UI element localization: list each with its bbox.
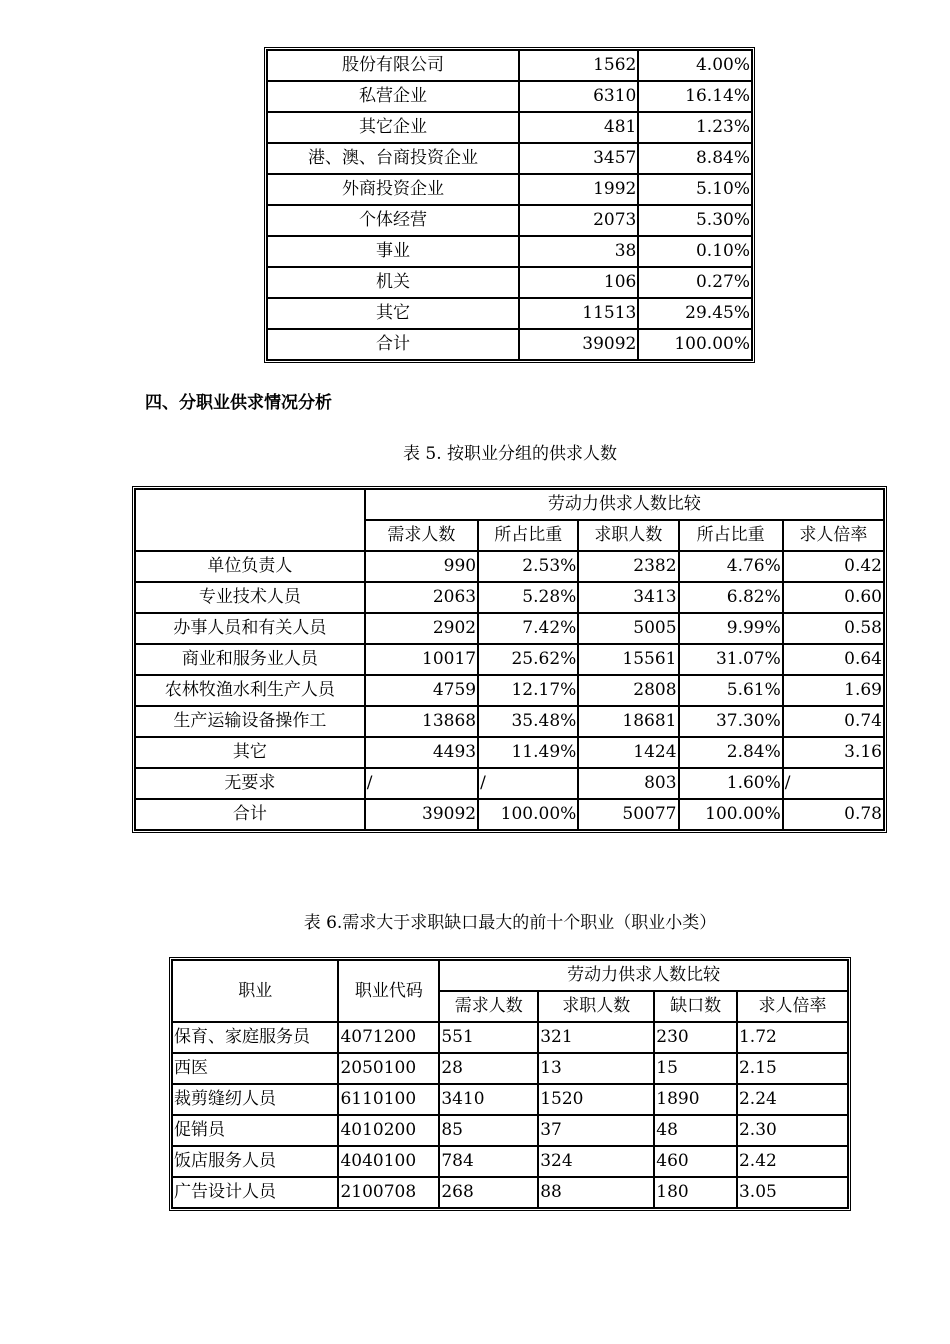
table5-row [135,675,884,706]
occupation-code-cell: 4071200 [338,1022,439,1053]
demand-cell: 990 [365,551,478,582]
occupation-name-cell: 无要求 [135,768,365,799]
ownership-count-cell: 1562 [519,50,638,81]
ownership-pct-cell: 0.10% [638,236,752,267]
ownership-type-cell: 合计 [267,329,519,360]
table6-col-seekers: 求职人数 [538,991,654,1022]
demand-cell: 268 [439,1177,538,1208]
ownership-type-cell: 其它企业 [267,112,519,143]
ownership-pct-cell: 0.27% [638,267,752,298]
table5-header-row-1 [135,489,884,520]
ownership-type-cell: 股份有限公司 [267,50,519,81]
demand-pct-cell: 25.62% [478,644,578,675]
demand-cell: 4759 [365,675,478,706]
table6-col-gap: 缺口数 [654,991,737,1022]
table6-header-row-1 [172,960,848,991]
demand-pct-cell: / [478,768,578,799]
seekers-pct-cell: 31.07% [679,644,783,675]
demand-cell: 10017 [365,644,478,675]
ratio-cell: 2.24 [737,1084,848,1115]
table5-row [135,644,884,675]
table5-row [135,737,884,768]
ownership-type-cell: 其它 [267,298,519,329]
table5-col-demand: 需求人数 [365,520,478,551]
occupation-name-cell: 促销员 [172,1115,338,1146]
table6-col-demand: 需求人数 [439,991,538,1022]
seekers-pct-cell: 1.60% [679,768,783,799]
ratio-cell: 0.42 [783,551,884,582]
demand-cell: 13868 [365,706,478,737]
table5-body [135,551,884,830]
seekers-cell: 18681 [578,706,678,737]
gap-cell: 15 [654,1053,737,1084]
table6-group-header: 劳动力供求人数比较 [439,960,848,991]
table6-row [172,1022,848,1053]
occupation-name-cell: 裁剪缝纫人员 [172,1084,338,1115]
ownership-count-cell: 6310 [519,81,638,112]
ownership-type-cell: 事业 [267,236,519,267]
demand-cell: 3410 [439,1084,538,1115]
demand-cell: 784 [439,1146,538,1177]
ownership-pct-cell: 16.14% [638,81,752,112]
table6-row [172,1084,848,1115]
ownership-table-row [267,112,752,143]
ownership-pct-cell: 5.30% [638,205,752,236]
demand-pct-cell: 11.49% [478,737,578,768]
table5-caption: 表 5. 按职业分组的供求人数 [402,444,618,464]
ratio-cell: 3.16 [783,737,884,768]
seekers-cell: 803 [578,768,678,799]
table5-col-demand-pct: 所占比重 [478,520,578,551]
ownership-pct-cell: 1.23% [638,112,752,143]
demand-cell: 85 [439,1115,538,1146]
ratio-cell: 2.15 [737,1053,848,1084]
table6-caption: 表 6.需求大于求职缺口最大的前十个职业（职业小类） [303,913,717,933]
ownership-pct-cell: 5.10% [638,174,752,205]
occupation-name-cell: 生产运输设备操作工 [135,706,365,737]
occupation-name-cell: 商业和服务业人员 [135,644,365,675]
demand-cell: 28 [439,1053,538,1084]
table5-col-seekers: 求职人数 [578,520,678,551]
demand-pct-cell: 5.28% [478,582,578,613]
demand-cell: 551 [439,1022,538,1053]
table6-row [172,1146,848,1177]
seekers-cell: 1520 [538,1084,654,1115]
table5-blank-corner [135,489,365,551]
ownership-table-row [267,298,752,329]
seekers-pct-cell: 2.84% [679,737,783,768]
ratio-cell: 3.05 [737,1177,848,1208]
ownership-count-cell: 39092 [519,329,638,360]
table5-col-seekers-pct: 所占比重 [679,520,783,551]
ownership-type-cell: 私营企业 [267,81,519,112]
occupation-name-cell: 西医 [172,1053,338,1084]
ratio-cell: 0.58 [783,613,884,644]
occupation-name-cell: 专业技术人员 [135,582,365,613]
seekers-pct-cell: 100.00% [679,799,783,830]
top-shortage-occupations-table [169,957,851,1211]
occupation-code-cell: 4040100 [338,1146,439,1177]
seekers-cell: 2382 [578,551,678,582]
occupation-name-cell: 农林牧渔水利生产人员 [135,675,365,706]
table6-col-code: 职业代码 [338,960,439,1022]
table5-row [135,582,884,613]
demand-cell: / [365,768,478,799]
gap-cell: 48 [654,1115,737,1146]
gap-cell: 1890 [654,1084,737,1115]
ownership-count-cell: 2073 [519,205,638,236]
seekers-pct-cell: 4.76% [679,551,783,582]
ownership-count-cell: 38 [519,236,638,267]
ownership-type-cell: 外商投资企业 [267,174,519,205]
seekers-pct-cell: 5.61% [679,675,783,706]
table5-col-ratio: 求人倍率 [783,520,884,551]
seekers-cell: 3413 [578,582,678,613]
ownership-table-row [267,143,752,174]
ratio-cell: 0.74 [783,706,884,737]
ownership-pct-cell: 29.45% [638,298,752,329]
ratio-cell: 0.60 [783,582,884,613]
occupation-name-cell: 单位负责人 [135,551,365,582]
seekers-cell: 1424 [578,737,678,768]
ownership-type-cell: 个体经营 [267,205,519,236]
gap-cell: 180 [654,1177,737,1208]
occupation-code-cell: 4010200 [338,1115,439,1146]
ownership-table-row [267,236,752,267]
ratio-cell: 0.78 [783,799,884,830]
ownership-pct-cell: 4.00% [638,50,752,81]
seekers-pct-cell: 6.82% [679,582,783,613]
occupation-name-cell: 合计 [135,799,365,830]
demand-pct-cell: 35.48% [478,706,578,737]
occupation-name-cell: 办事人员和有关人员 [135,613,365,644]
table5-row [135,768,884,799]
occupation-code-cell: 2100708 [338,1177,439,1208]
demand-pct-cell: 2.53% [478,551,578,582]
demand-cell: 2902 [365,613,478,644]
demand-pct-cell: 12.17% [478,675,578,706]
seekers-cell: 37 [538,1115,654,1146]
table6-col-ratio: 求人倍率 [737,991,848,1022]
table6-row [172,1115,848,1146]
ratio-cell: 0.64 [783,644,884,675]
section-heading: 四、分职业供求情况分析 [145,393,332,413]
ownership-table-row [267,329,752,360]
table5-row [135,551,884,582]
table6-col-occupation: 职业 [172,960,338,1022]
table5-row [135,799,884,830]
occupation-name-cell: 广告设计人员 [172,1177,338,1208]
ownership-count-cell: 106 [519,267,638,298]
demand-cell: 4493 [365,737,478,768]
occupation-name-cell: 饭店服务人员 [172,1146,338,1177]
seekers-pct-cell: 9.99% [679,613,783,644]
demand-pct-cell: 7.42% [478,613,578,644]
seekers-cell: 5005 [578,613,678,644]
ratio-cell: 1.69 [783,675,884,706]
demand-cell: 2063 [365,582,478,613]
seekers-pct-cell: 37.30% [679,706,783,737]
table6-row [172,1177,848,1208]
seekers-cell: 15561 [578,644,678,675]
ownership-type-cell: 机关 [267,267,519,298]
table6-row [172,1053,848,1084]
demand-pct-cell: 100.00% [478,799,578,830]
occupation-supply-demand-table [132,486,887,833]
demand-cell: 39092 [365,799,478,830]
ratio-cell: 1.72 [737,1022,848,1053]
ownership-count-cell: 481 [519,112,638,143]
ratio-cell: 2.30 [737,1115,848,1146]
ratio-cell: 2.42 [737,1146,848,1177]
ratio-cell: / [783,768,884,799]
seekers-cell: 88 [538,1177,654,1208]
ownership-table-body [267,50,752,360]
gap-cell: 230 [654,1022,737,1053]
ownership-table [264,47,755,363]
ownership-count-cell: 1992 [519,174,638,205]
occupation-code-cell: 2050100 [338,1053,439,1084]
table5-row [135,613,884,644]
ownership-table-row [267,81,752,112]
ownership-type-cell: 港、澳、台商投资企业 [267,143,519,174]
ownership-pct-cell: 100.00% [638,329,752,360]
ownership-count-cell: 3457 [519,143,638,174]
ownership-table-row [267,50,752,81]
ownership-pct-cell: 8.84% [638,143,752,174]
ownership-count-cell: 11513 [519,298,638,329]
table5-row [135,706,884,737]
ownership-table-row [267,174,752,205]
seekers-cell: 324 [538,1146,654,1177]
seekers-cell: 50077 [578,799,678,830]
ownership-table-row [267,267,752,298]
gap-cell: 460 [654,1146,737,1177]
seekers-cell: 13 [538,1053,654,1084]
occupation-name-cell: 保育、家庭服务员 [172,1022,338,1053]
table5-group-header: 劳动力供求人数比较 [365,489,884,520]
table6-body [172,1022,848,1208]
ownership-table-row [267,205,752,236]
occupation-code-cell: 6110100 [338,1084,439,1115]
seekers-cell: 321 [538,1022,654,1053]
seekers-cell: 2808 [578,675,678,706]
occupation-name-cell: 其它 [135,737,365,768]
